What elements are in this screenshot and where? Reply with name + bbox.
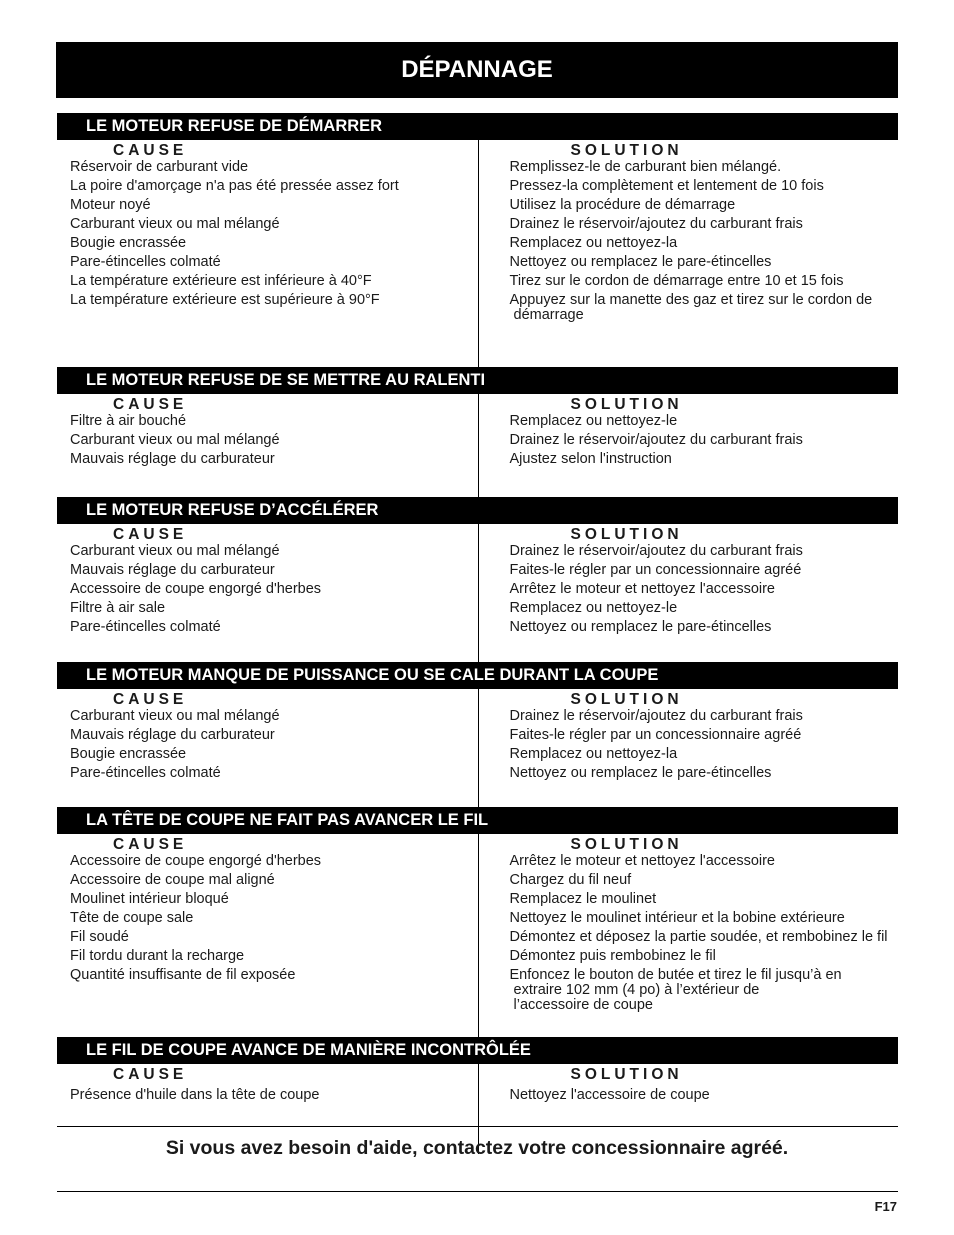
section-body bbox=[57, 140, 898, 394]
cause-label: CAUSE bbox=[113, 691, 188, 708]
solution-item: Remplacez le moulinet bbox=[509, 891, 657, 907]
solution-item: Nettoyez ou remplacez le pare-étincelles bbox=[509, 619, 772, 635]
solution-item: Démontez et déposez la partie soudée, et rembobinez le fil bbox=[509, 929, 888, 945]
cause-item: Accessoire de coupe engorgé d'herbes bbox=[70, 581, 322, 597]
cause-item: Mauvais réglage du carburateur bbox=[70, 562, 275, 578]
solution-column bbox=[478, 834, 899, 1064]
section-heading: LE MOTEUR REFUSE D’ACCÉLÉRER bbox=[57, 497, 898, 524]
solution-label: SOLUTION bbox=[570, 526, 683, 543]
section-body bbox=[57, 834, 898, 1064]
section bbox=[57, 497, 898, 689]
solution-item: Faites-le régler par un concessionnaire agréé bbox=[509, 562, 802, 578]
cause-item: Mauvais réglage du carburateur bbox=[70, 451, 275, 467]
divider bbox=[57, 1126, 898, 1127]
cause-item: Bougie encrassée bbox=[70, 746, 187, 762]
cause-item: La poire d'amorçage n'a pas été pressée assez fort bbox=[70, 178, 399, 194]
section-heading: LA TÊTE DE COUPE NE FAIT PAS AVANCER LE FIL bbox=[57, 807, 898, 834]
cause-item: La température extérieure est inférieure à 40°F bbox=[70, 273, 372, 289]
solution-item: Ajustez selon l'instruction bbox=[509, 451, 672, 467]
solution-item: Nettoyez le moulinet intérieur et la bobine extérieure bbox=[509, 910, 845, 926]
solution-item: Arrêtez le moteur et nettoyez l'accessoire bbox=[509, 853, 775, 869]
cause-item: Carburant vieux ou mal mélangé bbox=[70, 432, 280, 448]
section bbox=[57, 807, 898, 1064]
cause-item: Filtre à air sale bbox=[70, 600, 166, 616]
solution-column bbox=[478, 140, 899, 394]
solution-item: Nettoyez ou remplacez le pare-étincelles bbox=[509, 254, 772, 270]
solution-item: Démontez puis rembobinez le fil bbox=[509, 948, 716, 964]
section-heading: LE MOTEUR REFUSE DE SE METTRE AU RALENTI bbox=[57, 367, 898, 394]
solution-item: Tirez sur le cordon de démarrage entre 10 et 15 fois bbox=[509, 273, 844, 289]
solution-label: SOLUTION bbox=[570, 691, 683, 708]
page-number: F17 bbox=[874, 1199, 897, 1214]
solution-item: Remplacez ou nettoyez-le bbox=[509, 413, 678, 429]
solution-label: SOLUTION bbox=[570, 1066, 683, 1083]
solution-item: Appuyez sur la manette des gaz et tirez sur le cordon de démarrage bbox=[509, 292, 873, 323]
solution-item: Nettoyez l'accessoire de coupe bbox=[509, 1087, 710, 1103]
solution-item: Remplissez-le de carburant bien mélangé. bbox=[509, 159, 782, 175]
cause-item: Bougie encrassée bbox=[70, 235, 187, 251]
solution-item: Remplacez ou nettoyez-la bbox=[509, 746, 678, 762]
cause-item: Moulinet intérieur bloqué bbox=[70, 891, 229, 907]
solution-label: SOLUTION bbox=[570, 396, 683, 413]
section-heading: LE MOTEUR MANQUE DE PUISSANCE OU SE CALE DURANT LA COUPE bbox=[57, 662, 898, 689]
cause-item: Accessoire de coupe mal aligné bbox=[70, 872, 275, 888]
solution-item: Drainez le réservoir/ajoutez du carburant frais bbox=[509, 432, 803, 448]
cause-item: Pare-étincelles colmaté bbox=[70, 619, 221, 635]
solution-item: Remplacez ou nettoyez-le bbox=[509, 600, 678, 616]
cause-item: Carburant vieux ou mal mélangé bbox=[70, 543, 280, 559]
help-text: Si vous avez besoin d'aide, contactez votre concessionnaire agréé. bbox=[165, 1137, 789, 1159]
cause-item: La température extérieure est supérieure à 90°F bbox=[70, 292, 380, 308]
cause-column bbox=[57, 834, 478, 1064]
solution-item: Arrêtez le moteur et nettoyez l'accessoire bbox=[509, 581, 775, 597]
solution-item: Chargez du fil neuf bbox=[509, 872, 632, 888]
solution-label: SOLUTION bbox=[570, 142, 683, 159]
cause-item: Pare-étincelles colmaté bbox=[70, 765, 221, 781]
cause-item: Tête de coupe sale bbox=[70, 910, 194, 926]
solution-item: Nettoyez ou remplacez le pare-étincelles bbox=[509, 765, 772, 781]
cause-column bbox=[57, 140, 478, 394]
cause-item: Carburant vieux ou mal mélangé bbox=[70, 216, 280, 232]
cause-item: Fil soudé bbox=[70, 929, 129, 945]
cause-label: CAUSE bbox=[113, 526, 188, 543]
section-heading: LE MOTEUR REFUSE DE DÉMARRER bbox=[57, 113, 898, 140]
solution-item: Pressez-la complètement et lentement de 10 fois bbox=[509, 178, 824, 194]
section bbox=[57, 113, 898, 394]
cause-item: Fil tordu durant la recharge bbox=[70, 948, 245, 964]
cause-item: Présence d'huile dans la tête de coupe bbox=[70, 1087, 320, 1103]
cause-label: CAUSE bbox=[113, 836, 188, 853]
cause-item: Carburant vieux ou mal mélangé bbox=[70, 708, 280, 724]
cause-item: Réservoir de carburant vide bbox=[70, 159, 249, 175]
solution-item: Enfoncez le bouton de butée et tirez le fil jusqu’à en extraire 102 mm (4 po) à l’extérieur de l’accessoire de coupe bbox=[509, 967, 842, 1013]
cause-item: Moteur noyé bbox=[70, 197, 151, 213]
page-title: DÉPANNAGE bbox=[56, 42, 898, 98]
solution-label: SOLUTION bbox=[570, 836, 683, 853]
solution-item: Remplacez ou nettoyez-la bbox=[509, 235, 678, 251]
cause-item: Pare-étincelles colmaté bbox=[70, 254, 221, 270]
solution-item: Drainez le réservoir/ajoutez du carburant frais bbox=[509, 543, 803, 559]
cause-label: CAUSE bbox=[113, 396, 188, 413]
solution-item: Faites-le régler par un concessionnaire agréé bbox=[509, 727, 802, 743]
divider bbox=[57, 1191, 898, 1192]
cause-item: Accessoire de coupe engorgé d'herbes bbox=[70, 853, 322, 869]
cause-item: Quantité insuffisante de fil exposée bbox=[70, 967, 296, 983]
cause-label: CAUSE bbox=[113, 1066, 188, 1083]
cause-item: Mauvais réglage du carburateur bbox=[70, 727, 275, 743]
cause-label: CAUSE bbox=[113, 142, 188, 159]
solution-item: Drainez le réservoir/ajoutez du carburant frais bbox=[509, 708, 803, 724]
section-heading: LE FIL DE COUPE AVANCE DE MANIÈRE INCONTRÔLÉE bbox=[57, 1037, 898, 1064]
cause-item: Filtre à air bouché bbox=[70, 413, 187, 429]
solution-item: Utilisez la procédure de démarrage bbox=[509, 197, 736, 213]
solution-item: Drainez le réservoir/ajoutez du carburant frais bbox=[509, 216, 803, 232]
